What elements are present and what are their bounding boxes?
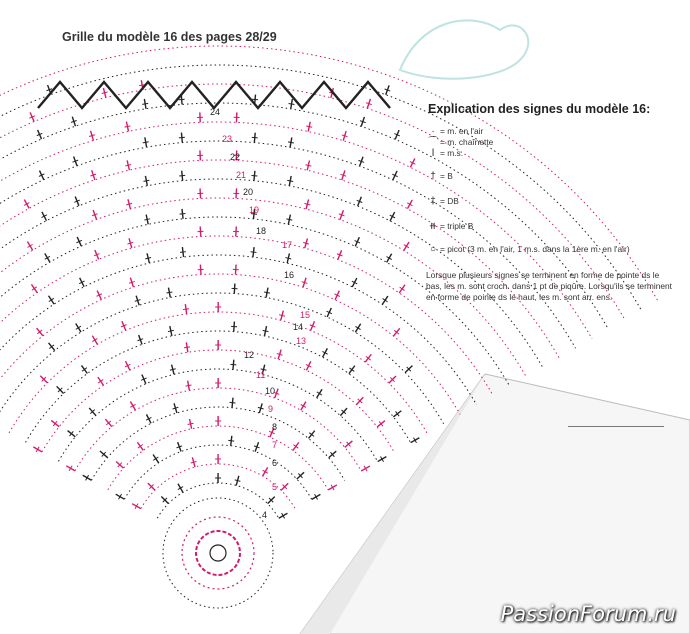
ring-3 <box>182 517 254 589</box>
stitch-crossbar <box>179 175 185 176</box>
stitch-crossbar <box>305 165 311 166</box>
row-number: 22 <box>230 152 241 162</box>
stitch-crossbar <box>170 369 176 370</box>
picot-icon: ○ <box>429 244 437 255</box>
row-number: 20 <box>243 187 254 197</box>
legend-item <box>426 196 686 207</box>
stitch-crossbar <box>306 126 312 127</box>
row-number: 7 <box>272 440 278 450</box>
row-number: 13 <box>296 336 307 346</box>
stitch-crossbar <box>125 165 131 166</box>
row-number: 5 <box>272 482 278 492</box>
legend-label: = picot (3 m. en l'air, 1 m.s. dans la 1ère m. en l'air) <box>440 244 630 254</box>
watermark: PassionForum.ru <box>500 602 676 626</box>
ring-2 <box>196 531 240 575</box>
stitch-crossbar <box>179 137 185 138</box>
slip-stitch-icon: ⌒ <box>428 137 438 148</box>
chain-dot-icon: · <box>431 126 435 137</box>
stitch-crossbar <box>188 423 194 424</box>
row-number: 9 <box>268 404 274 414</box>
legend-item <box>426 137 686 148</box>
stitch-crossbar <box>264 292 270 293</box>
row-number: 8 <box>272 422 278 432</box>
double-treble-icon: ‡ <box>430 196 436 207</box>
stitch-crossbar <box>263 330 269 331</box>
stitch-crossbar <box>286 219 292 220</box>
stitch-crossbar <box>144 219 150 220</box>
stitch-crossbar <box>228 440 234 441</box>
row-number: 6 <box>272 458 278 468</box>
stitch-crossbar <box>168 330 174 331</box>
stitch-crossbar <box>143 180 149 181</box>
legend-label: = B <box>440 171 453 181</box>
legend-item <box>426 244 686 255</box>
row-number: 16 <box>284 270 295 280</box>
stitch-crossbar <box>230 402 236 403</box>
stitch-crossbar <box>125 126 131 127</box>
single-crochet-icon: ǀ <box>431 148 435 159</box>
grid-title: Grille du modèle 16 des pages 28/29 <box>62 30 277 44</box>
stitch-crossbar <box>287 180 293 181</box>
stitch-crossbar <box>289 103 295 104</box>
stitch-marks <box>24 80 419 518</box>
stitch-crossbar <box>183 309 189 310</box>
row-arc <box>124 445 311 499</box>
stitch-crossbar <box>142 103 148 104</box>
row-arc <box>0 293 444 424</box>
row-number: 24 <box>210 107 221 117</box>
triple-treble-icon: ⧺ <box>428 221 438 232</box>
legend-label: = DB <box>440 196 459 206</box>
row-number: 19 <box>249 205 260 215</box>
stitch-crossbar <box>251 175 257 176</box>
legend-label: = m. chaînette <box>440 137 494 147</box>
legend-item <box>426 126 686 137</box>
row-number: 18 <box>256 226 267 236</box>
legend-item <box>426 148 686 159</box>
row-number: 11 <box>256 370 266 380</box>
stitch-crossbar <box>285 258 291 259</box>
row-number: 21 <box>236 170 247 180</box>
ring-1 <box>210 545 226 561</box>
row-number-labels <box>210 107 310 520</box>
stitch-crossbar <box>186 385 192 386</box>
row-number: 23 <box>222 134 233 144</box>
top-edge-zigzag <box>38 82 390 108</box>
row-number: 15 <box>300 310 311 320</box>
row-number: 14 <box>293 322 304 332</box>
sketch-drawing <box>400 20 528 78</box>
paper-fold <box>300 374 690 634</box>
legend-label: = m.s. <box>440 148 464 158</box>
stitch-crossbar <box>184 347 190 348</box>
row-arc <box>9 312 427 433</box>
treble-icon: † <box>430 171 436 182</box>
stitch-crossbar <box>102 92 108 93</box>
row-number: 4 <box>262 510 268 520</box>
ring-4 <box>163 498 273 608</box>
legend-title: Explication des signes du modèle 16: <box>428 102 651 116</box>
legend-item <box>426 171 686 182</box>
stitch-crossbar <box>143 142 149 143</box>
row-arc <box>157 483 278 518</box>
stitch-crossbar <box>252 137 258 138</box>
row-number: 17 <box>282 240 293 250</box>
legend-list <box>426 126 686 255</box>
stitch-crossbar <box>180 214 186 215</box>
legend-label: = m. en l'air <box>440 126 484 136</box>
stitch-crossbar <box>166 292 172 293</box>
legend-label: = triple B <box>440 221 474 231</box>
stitch-crossbar <box>180 252 186 253</box>
stitch-crossbar <box>145 257 151 258</box>
row-number: 10 <box>265 386 276 396</box>
instruction-note: Lorsque plusieurs signes se terminent en forme de pointe ds le bas, les m. sont croch. dans 1 pt de piqûre. Lorsqu'ils se terminent en forme de pointe ds le haut, les m. sont arr. ens. <box>426 270 672 302</box>
row-arc <box>42 350 394 452</box>
divider-line <box>568 426 664 427</box>
row-arc <box>0 274 460 414</box>
row-arc <box>0 255 477 405</box>
row-number: 12 <box>244 350 255 360</box>
stitch-crossbar <box>251 252 257 253</box>
stitch-crossbar <box>288 142 294 143</box>
legend-item <box>426 221 686 232</box>
